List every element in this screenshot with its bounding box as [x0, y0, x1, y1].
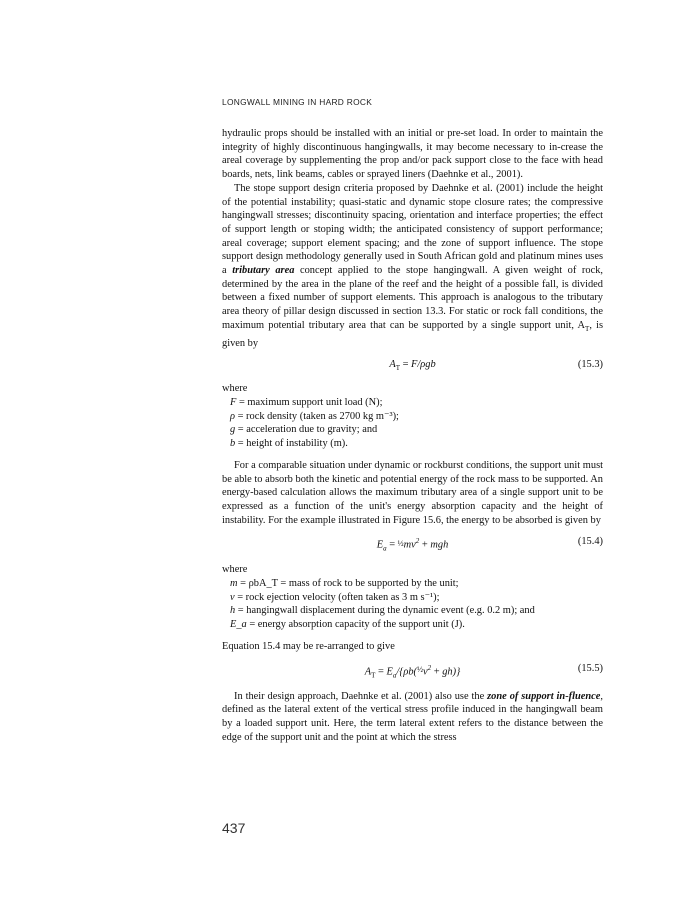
running-head: LONGWALL MINING IN HARD ROCK: [222, 97, 373, 107]
equation-15-4-number: (15.4): [577, 536, 603, 548]
definition-item: g = acceleration due to gravity; and: [230, 424, 378, 436]
paragraph-4: Equation 15.4 may be re-arranged to give: [222, 640, 395, 652]
paragraph-5-part-b: , defined as the lateral extent of the vertical stress profile induced in the hangingwall beam by a loaded support unit. Here, the term lateral extent refers to the distance between the edge of the support unit and the point at which the stress: [222, 690, 604, 743]
paragraph-2-part-a: The stope support design criteria proposed by Daehnke et al. (2001) include the height of the potential instability; quasi-static and dynamic stope closure rates; the compressive hangingwall stresses; discontinuity spacing, orientation and interface properties; the effect of support length or stoping width; the anticipated consistency of support performance; areal coverage; support element spacing; and the zone of support influence. The stope support design methodology generally used in South African gold and platinum mines uses a: [222, 182, 603, 277]
equation-15-3-number: (15.3): [577, 359, 603, 371]
definition-item: h = hangingwall displacement during the dynamic event (e.g. 0.2 m); and: [230, 605, 535, 617]
definition-item: F = maximum support unit load (N);: [230, 397, 383, 409]
paragraph-1: hydraulic props should be installed with an initial or pre-set load. In order to maintain the integrity of highly discontinuous hangingwalls, it may become necessary to in-crease the areal coverage by supplementing the prop and/or pack support close to the face with head boards, nets, link beams, cables or sprayed liners (Daehnke et al., 2001).: [222, 128, 603, 181]
term-zone-of-support-influence: zone of support in-fluence: [487, 690, 601, 702]
paragraph-2: [222, 182, 603, 351]
paragraph-5: [222, 690, 603, 745]
equation-15-3-formula: $A_T = F/\rho gb$: [389, 359, 436, 373]
definition-list-2: [222, 577, 603, 632]
definition-list-1: [222, 396, 603, 451]
equation-15-4-formula: $E_a$ = $\frac{1}{2}mv^2$ + mgh: [376, 537, 449, 553]
equation-15-3: [222, 358, 603, 372]
subscript-t: T: [585, 324, 590, 333]
equation-15-5: [222, 662, 603, 680]
page-number: 437: [222, 820, 246, 836]
definition-item: ρ = rock density (taken as 2700 kg m⁻³);: [230, 410, 399, 422]
paragraph-3: For a comparable situation under dynamic or rockburst conditions, the support unit must be able to absorb both the kinetic and potential energy of the rock mass to be supported. An energy-based calculation allows the maximum tributary area of a single support unit to be expressed as a function of the unit's energy absorption capacity and the height of instability. For the example illustrated in Figure 15.6, the energy to be absorbed is given by: [222, 459, 603, 526]
where-label-1: where: [222, 383, 248, 395]
body-text: [222, 127, 603, 744]
definition-item: b = height of instability (m).: [230, 438, 348, 450]
paragraph-2-part-b: concept applied to the stope hangingwall. A given weight of rock, determined by the area in the plane of the reef and the height of a possible fall, is divided between a fixed number of support elements. This approach is analogous to the tributary area theory of pillar design discussed in section 13.3. For static or rock fall conditions, the maximum potential tributary area that can be supported by a single support unit, A: [222, 265, 603, 331]
definition-item: v = rock ejection velocity (often taken as 3 m s⁻¹);: [230, 591, 440, 603]
where-label-2: where: [222, 564, 248, 576]
definition-item: m = ρbA_T = mass of rock to be supported by the unit;: [230, 578, 459, 590]
paragraph-5-part-a: In their design approach, Daehnke et al. (2001) also use the: [234, 690, 488, 702]
paragraph-2-part-c: , is given by: [222, 319, 603, 349]
term-tributary-area: tributary area: [232, 265, 295, 277]
definition-item: E_a = energy absorption capacity of the support unit (J).: [230, 619, 465, 631]
equation-15-4: [222, 535, 603, 553]
equation-15-5-number: (15.5): [577, 662, 603, 674]
equation-15-5-formula: $A_T$ = $E_a/\{\rho b(\frac{1}{2}v^2 + gh)\}$: [364, 663, 461, 680]
